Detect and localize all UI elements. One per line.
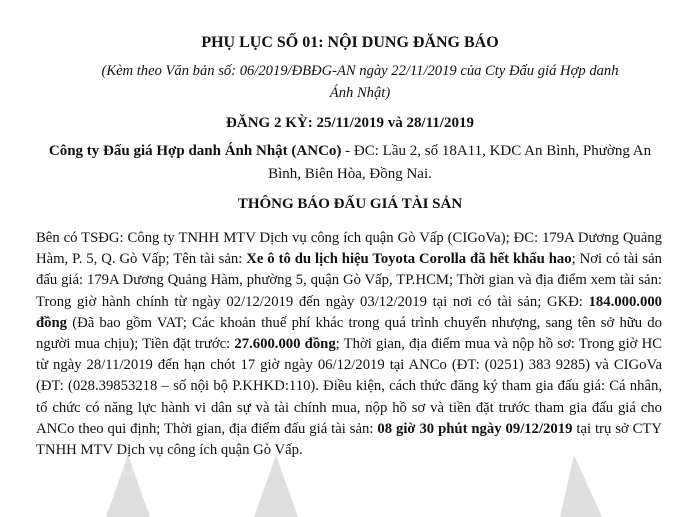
notice-text: tại trụ sở CTY TNHH MTV Dịch vụ công ích quận Gò Vấp. [36,420,662,459]
notice-text: (Đã bao gồm VAT; Các khoản thuế phí khác trong quá trình chuyển nhượng, sang tên sở hữu do người mua chịu); Tiền đặt trước: [36,314,662,353]
organizer-name: Công ty Đấu giá Hợp danh Ánh Nhật (ANCo) [48,143,342,159]
notice-body [36,228,662,461]
notice-heading: THÔNG BÁO ĐẤU GIÁ TÀI SẢN [237,196,463,212]
reference-note: (Kèm theo Văn bản số: 06/2019/ĐBĐG-AN ngày 22/11/2019 của Cty Đấu giá Hợp danh Ánh Nhật) [101,63,619,101]
deposit-amount: 27.600.000 đồng [234,336,336,353]
organizer-block [40,140,660,186]
asset-name: Xe ô tô du lịch hiệu Toyota Corolla đã hết khấu hao [246,251,572,268]
notice-text: Bên có TSĐG: Công ty TNHH MTV Dịch vụ công ích quận Gò Vấp (CIGoVa); ĐC: 179A Dương Quảng Hàm, P. 5, Q. Gò Vấp; Tên tài sản: [36,230,662,268]
appendix-title: PHỤ LỤC SỐ 01: NỘI DUNG ĐĂNG BÁO [201,34,499,51]
starting-price: 184.000.000 đồng [36,293,662,331]
notice-text: ; Thời gian, địa điểm mua và nộp hồ sơ: Trong giờ HC từ ngày 28/11/2019 đến hạn chót 17 giờ ngày 06/12/2019 tại ANCo (ĐT: (0251) 383 9285) và CIGoVa (ĐT: (028.39853218 – số nội bộ P.KHKD:110). Điều kiện, cách thức đăng ký tham gia đấu giá: Cá nhân, tổ chức có năng lực hành vi dân sự và tài chính mua, nộp hồ sơ và tiền đặt trước tham gia đấu giá cho ANCo theo qui định; Thời gian, địa điểm đấu giá tài sản: [36,336,662,437]
auction-time: 08 giờ 30 phút ngày 09/12/2019 [377,420,573,437]
organizer-address: - ĐC: Lầu 2, số 18A11, KDC An Bình, Phường An Bình, Biên Hòa, Đồng Nai. [268,143,652,182]
notice-text: ; Nơi có tài sản đấu giá: 179A Dương Quảng Hàm, phường 5, quận Gò Vấp, TP.HCM; Thời gian và địa điểm xem tài sản: Trong giờ hành chính từ ngày 02/12/2019 đến ngày 03/12/2019 tại nơi có tài sản; GKĐ: [36,251,662,310]
posting-dates: ĐĂNG 2 KỲ: 25/11/2019 và 28/11/2019 [226,115,474,131]
